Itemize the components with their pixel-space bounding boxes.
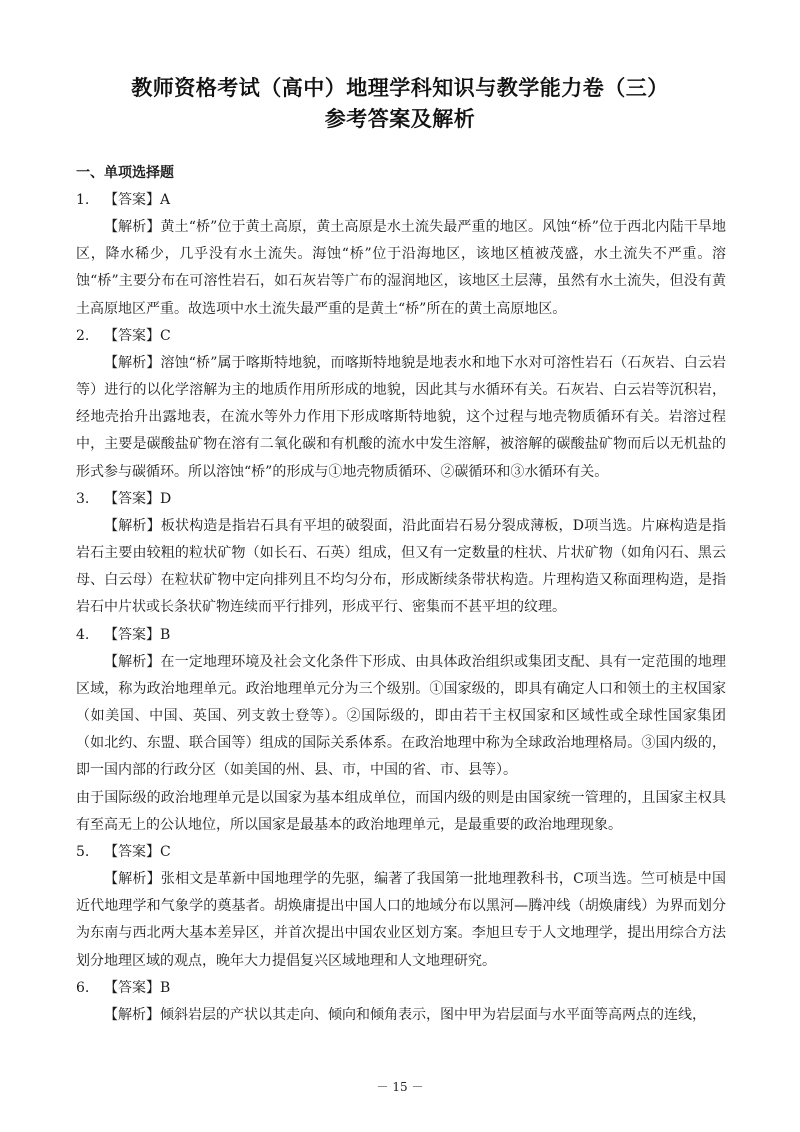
answer-content — [76, 160, 726, 1029]
answer-line-5 — [76, 839, 726, 866]
answer-text: 【答案】C — [104, 844, 171, 861]
answer-line-3 — [76, 486, 726, 513]
answer-text: 【答案】B — [104, 626, 171, 643]
answer-text: 【答案】A — [104, 192, 171, 208]
explanation-paragraph: 【解析】溶蚀“桥”属于喀斯特地貌，而喀斯特地貌是地表水和地下水对可溶性岩石（石灰岩、白云岩等）进行的以化学溶解为主的地质作用所形成的地貌，因此其与水循环有关。石灰岩、白云岩等沉积岩，经地壳抬升出露地表，在流水等外力作用下形成喀斯特地貌，这个过程与地壳物质循环有关。岩溶过程中，主要是碳酸盐矿物在溶有二氧化碳和有机酸的流水中发生溶解，被溶解的碳酸盐矿物而后以无机盐的形式参与碳循环。所以溶蚀“桥”的形成与①地壳物质循环、②碳循环和③水循环有关。 — [76, 354, 726, 480]
question-number: 3. — [76, 490, 90, 507]
explanation-paragraph: 【解析】倾斜岩层的产状以其走向、倾向和倾角表示，图中甲为岩层面与水平面等高两点的连线， — [104, 1006, 706, 1023]
answer-line-1 — [76, 187, 726, 214]
document-title: 教师资格考试（高中）地理学科知识与教学能力卷（三） — [131, 76, 669, 100]
explanation-paragraph: 【解析】张相文是革新中国地理学的先驱，编著了我国第一批地理教科书，C项当选。竺可桢是中国近代地理学和气象学的奠基者。胡焕庸提出中国人口的地域分布以黑河—腾冲线（胡焕庸线）为界而划分为东南与西北两大基本差异区，并首次提出中国农业区划方案。李旭旦专于人文地理学，提出用综合方法划分地理区域的观点，晚年大力提倡复兴区域地理和人文地理研究。 — [76, 871, 726, 969]
question-number: 6. — [76, 979, 90, 996]
document-subtitle: 参考答案及解析 — [324, 107, 476, 131]
explanation-paragraph: 【解析】黄土“桥”位于黄土高原，黄土高原是水土流失最严重的地区。风蚀“桥”位于西北内陆干旱地区，降水稀少，几乎没有水土流失。海蚀“桥”位于沿海地区，该地区植被茂盛，水土流失不严重。溶蚀“桥”主要分布在可溶性岩石，如石灰岩等广布的湿润地区，该地区土层薄，虽然有水土流失，但没有黄土高原地区严重。故选项中水土流失最严重的是黄土“桥”所在的黄土高原地区。 — [76, 219, 726, 317]
answer-text: 【答案】C — [104, 327, 171, 344]
question-number: 2. — [76, 327, 90, 344]
explanation-paragraph-continued: 由于国际级的政治地理单元是以国家为基本组成单位，而国内级的则是由国家统一管理的，且国家主权具有至高无上的公认地位，所以国家是最基本的政治地理单元，是最重要的政治地理现象。 — [76, 789, 726, 833]
answer-line-4 — [76, 622, 726, 649]
section-heading: 一、单项选择题 — [76, 165, 174, 181]
question-number: 4. — [76, 626, 90, 643]
question-number: 5. — [76, 844, 90, 861]
answer-text: 【答案】D — [104, 490, 172, 507]
answer-line-2 — [76, 323, 726, 350]
answer-text: 【答案】B — [104, 979, 171, 996]
explanation-paragraph: 【解析】板状构造是指岩石具有平坦的破裂面，沿此面岩石易分裂成薄板，D项当选。片麻构造是指岩石主要由较粗的粒状矿物（如长石、石英）组成，但又有一定数量的柱状、片状矿物（如角闪石、黑云母、白云母）在粒状矿物中定向排列且不均匀分布，形成断续条带状构造。片理构造又称面理构造，是指岩石中片状或长条状矿物连续而平行排列，形成平行、密集而不甚平坦的纹理。 — [76, 517, 726, 616]
explanation-paragraph: 【解析】在一定地理环境及社会文化条件下形成、由具体政治组织或集团支配、具有一定范围的地理区域，称为政治地理单元。政治地理单元分为三个级别。①国家级的，即具有确定人口和领土的主权国家（如美国、中国、英国、列支敦士登等）。②国际级的，即由若干主权国家和区域性或全球性国家集团（如北约、东盟、联合国等）组成的国际关系体系。在政治地理中称为全球政治地理格局。③国内级的，即一国内部的行政分区（如美国的州、县、市，中国的省、市、县等）。 — [76, 653, 726, 779]
question-number: 1. — [76, 192, 90, 208]
page-number: － 15 － — [376, 1080, 424, 1094]
answer-line-6 — [76, 975, 726, 1002]
